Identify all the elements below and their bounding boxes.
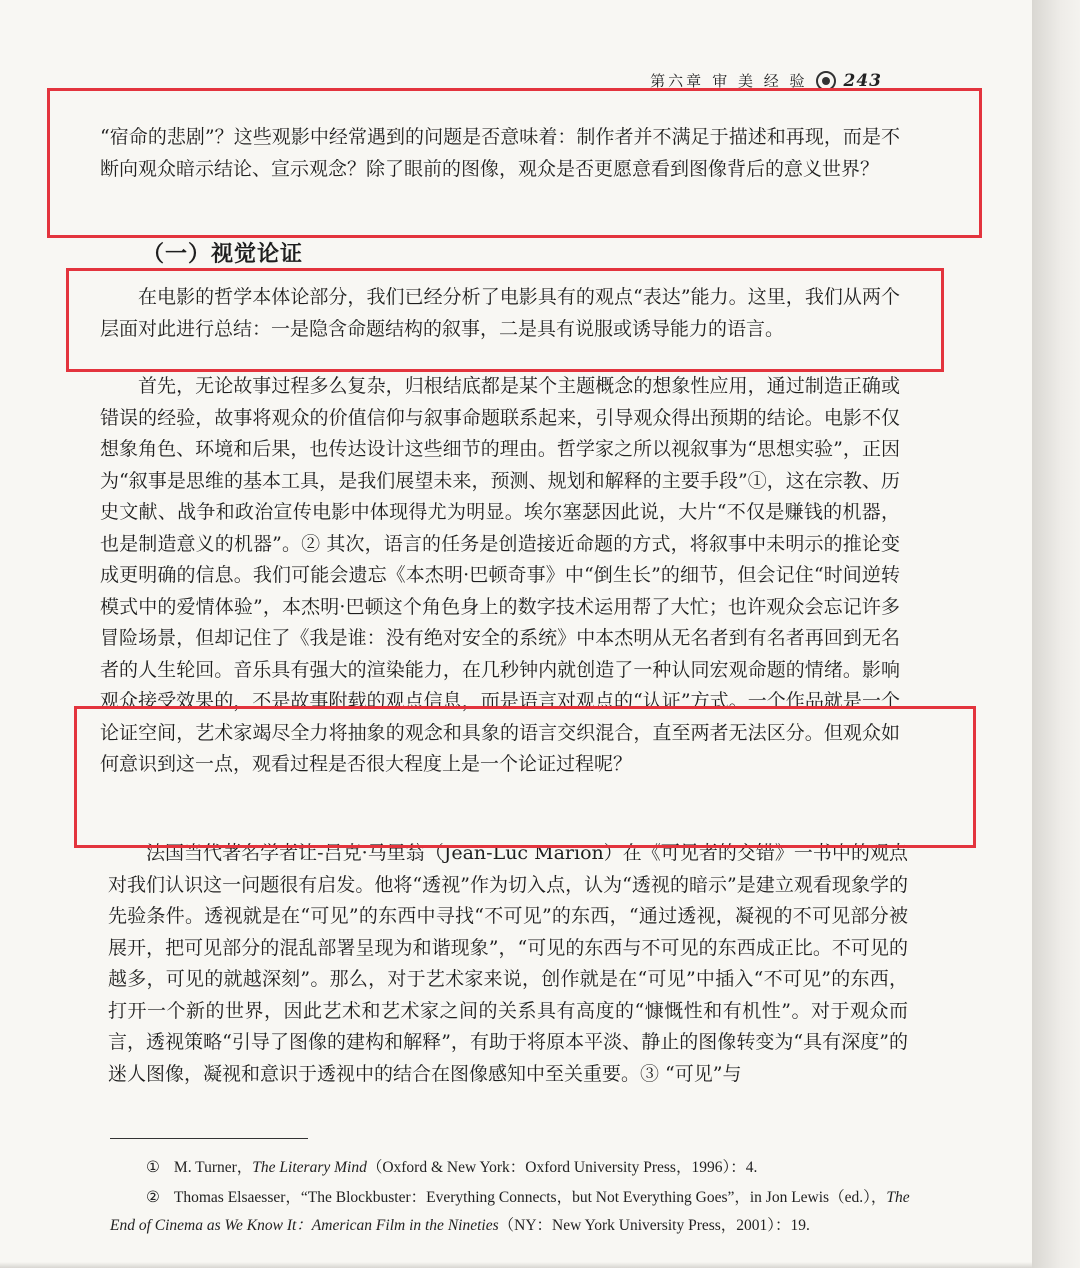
emblem-icon (816, 71, 836, 91)
chapter-label: 第六章 (650, 72, 705, 90)
footnote-1 (110, 1154, 910, 1182)
footnote-2-number: ② (146, 1189, 160, 1206)
running-header (650, 70, 882, 91)
page-number: 243 (843, 70, 882, 91)
paragraph-marion: 法国当代著名学者让-吕克·马里翁（Jean-Luc Marion）在《可见者的交错》一书中的观点对我们认识这一问题很有启发。他将“透视”作为切入点，认为“透视的暗示”是建立观看现象学的先验条件。透视就是在“可见”的东西中寻找“不可见”的东西，“通过透视，凝视的不可见部分被展开，把可见部分的混乱部署呈现为和谐现象”，“可见的东西与不可见的东西成正比。不可见的越多，可见的就越深刻”。那么，对于艺术家来说，创作就是在“可见”中插入“不可见”的东西，打开一个新的世界，因此艺术和艺术家之间的关系具有高度的“慷慨性和有机性”。对于观众而言，透视策略“引导了图像的建构和解释”，有助于将原本平淡、静止的图像转变为“具有深度”的迷人图像，凝视和意识于透视中的结合在图像感知中至关重要。③ “可见”与 (108, 842, 908, 1085)
chapter-title: 审 美 经 验 (712, 72, 808, 90)
footnote-rule (110, 1138, 308, 1139)
footnote-2-title: The End of Cinema as We Know It：American Film in the Nineties (110, 1189, 910, 1234)
page-bottom-edge (0, 1262, 1032, 1268)
footnote-1-number: ① (146, 1159, 160, 1176)
footnote-1-source: （Oxford & New York：Oxford University Press，1996）：4. (366, 1159, 758, 1176)
page-gutter (1032, 0, 1080, 1268)
footnote-2 (110, 1184, 910, 1240)
footnote-2-author: Thomas Elsaesser，“The Blockbuster：Everything Connects，but Not Everything Goes”，in Jon Lewis（ed.）， (173, 1189, 887, 1206)
paragraph-intro: “宿命的悲剧”？这些观影中经常遇到的问题是否意味着：制作者并不满足于描述和再现，而是不断向观众暗示结论、宣示观念？除了眼前的图像，观众是否更愿意看到图像背后的意义世界？ (100, 126, 900, 180)
section-title: （一）视觉论证 (142, 241, 304, 267)
footnote-1-title: The Literary Mind (252, 1159, 367, 1176)
footnote-1-author: M. Turner， (173, 1159, 253, 1176)
footnote-2-source: （NY：New York University Press，2001）：19. (498, 1217, 810, 1234)
paragraph-summary: 在电影的哲学本体论部分，我们已经分析了电影具有的观点“表达”能力。这里，我们从两个层面对此进行总结：一是隐含命题结构的叙事，二是具有说服或诱导能力的语言。 (100, 286, 900, 340)
paragraph-first: 首先，无论故事过程多么复杂，归根结底都是某个主题概念的想象性应用，通过制造正确或错误的经验，故事将观众的价值信仰与叙事命题联系起来，引导观众得出预期的结论。电影不仅想象角色、环境和后果，也传达设计这些细节的理由。哲学家之所以视叙事为“思想实验”，正因为“叙事是思维的基本工具，是我们展望未来，预测、规划和解释的主要手段”①，这在宗教、历史文献、战争和政治宣传电影中体现得尤为明显。埃尔塞瑟因此说，大片“不仅是赚钱的机器，也是制造意义的机器”。② 其次，语言的任务是创造接近命题的方式，将叙事中未明示的推论变成更明确的信息。我们可能会遗忘《本杰明·巴顿奇事》中“倒生长”的细节，但会记住“时间逆转模式中的爱情体验”，本杰明·巴顿这个角色身上的数字技术运用帮了大忙；也许观众会忘记许多冒险场景，但却记住了《我是谁：没有绝对安全的系统》中本杰明从无名者到有名者再回到无名者的人生轮回。音乐具有强大的渲染能力，在几秒钟内就创造了一种认同宏观命题的情绪。影响观众接受效果的，不是故事附载的观点信息，而是语言对观点的“认证”方式。一个作品就是一个论证空间，艺术家竭尽全力将抽象的观念和具象的语言交织混合，直至两者无法区分。但观众如何意识到这一点，观看过程是否很大程度上是一个论证过程呢？ (100, 375, 900, 775)
